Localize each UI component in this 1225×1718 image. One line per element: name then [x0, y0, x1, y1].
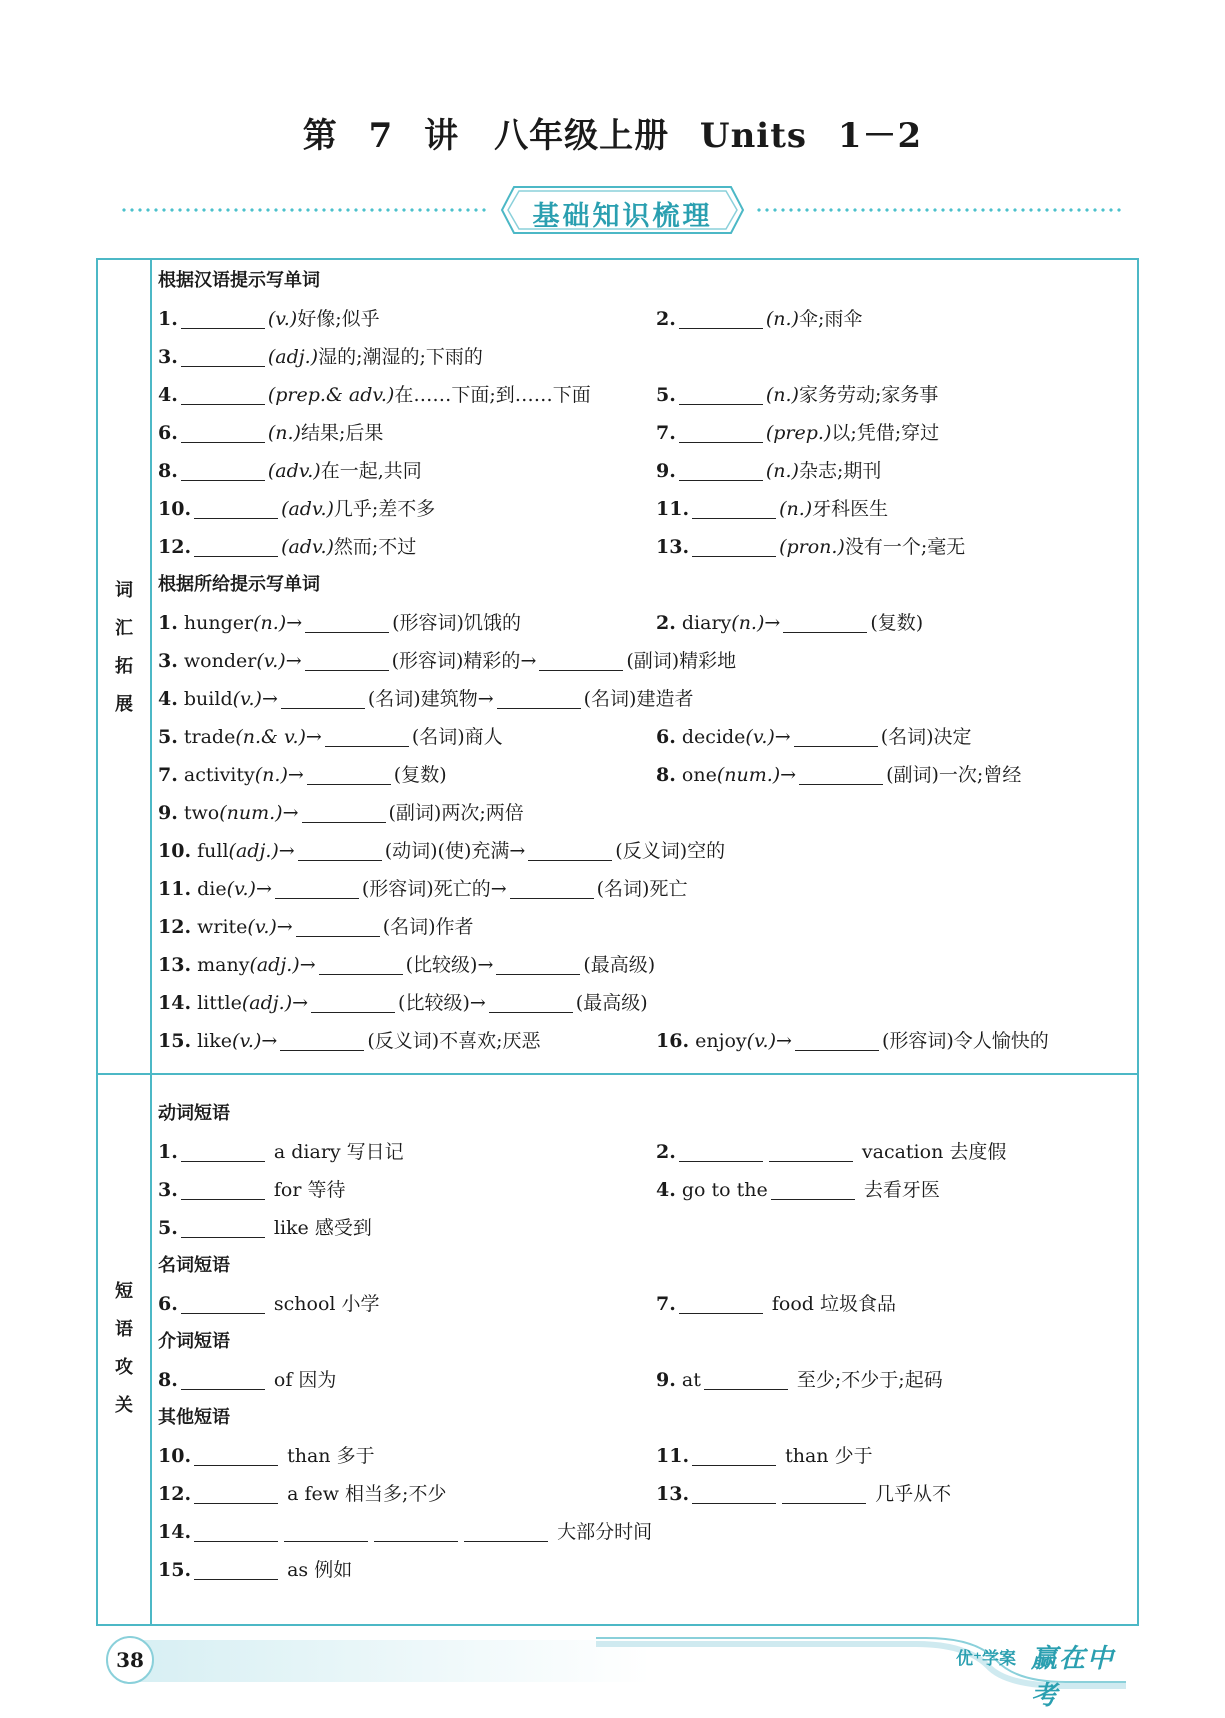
item-number: 1. — [158, 308, 178, 330]
hint-b: (最高级) — [583, 954, 656, 976]
item-number: 12. — [158, 916, 192, 938]
hint-b: (名词)死亡 — [596, 878, 688, 900]
arrow-icon: → — [477, 688, 494, 710]
answer-blank[interactable] — [181, 1138, 265, 1162]
answer-blank[interactable] — [181, 305, 265, 329]
column-divider — [150, 260, 152, 1624]
part-of-speech: (n.& v.) — [235, 726, 306, 748]
answer-blank[interactable] — [539, 647, 623, 671]
phrase-item — [158, 1285, 380, 1323]
item-number: 3. — [158, 1179, 178, 1201]
item-number: 2. — [656, 612, 676, 634]
phrase-text: 去看牙医 — [863, 1179, 940, 1201]
derive-item — [158, 908, 474, 946]
arrow-icon: → — [774, 726, 791, 748]
arrow-icon: → — [282, 802, 299, 824]
page-number: 38 — [106, 1636, 154, 1684]
item-number: 8. — [656, 764, 676, 786]
item-number: 12. — [158, 1483, 192, 1505]
answer-blank[interactable] — [280, 1027, 364, 1051]
side-char: 攻 — [115, 1357, 133, 1378]
phrase-text: a diary 写日记 — [273, 1141, 404, 1163]
item-number: 9. — [656, 460, 676, 482]
hint-a: (名词)作者 — [382, 916, 474, 938]
derive-item — [656, 604, 923, 642]
answer-blank[interactable] — [692, 1442, 776, 1466]
item-number: 10. — [158, 498, 192, 520]
answer-blank[interactable] — [181, 1176, 265, 1200]
answer-blank[interactable] — [496, 951, 580, 975]
part-of-speech: (adj.) — [249, 954, 300, 976]
vocab-item — [158, 414, 383, 452]
phrase-text: a few 相当多;不少 — [287, 1483, 447, 1505]
arrow-icon: → — [477, 954, 494, 976]
part-of-speech: (prep.& adv.) — [267, 384, 395, 406]
arrow-icon: → — [764, 612, 781, 634]
derive-item — [158, 984, 648, 1022]
answer-blank[interactable] — [489, 989, 573, 1013]
item-number: 6. — [158, 1293, 178, 1315]
base-word: like — [197, 1030, 233, 1052]
part-of-speech: (v.) — [247, 916, 277, 938]
phrase-text: food 垃圾食品 — [771, 1293, 897, 1315]
derive-item — [158, 832, 725, 870]
phrase-text: like 感受到 — [273, 1217, 372, 1239]
item-number: 12. — [158, 536, 192, 558]
phrase-item — [158, 1171, 345, 1209]
answer-blank[interactable] — [679, 1138, 763, 1162]
hint-a: (反义词)不喜欢;厌恶 — [367, 1030, 541, 1052]
part-of-speech: (n.) — [765, 384, 799, 406]
dotted-rule-right — [755, 208, 1125, 212]
chinese-meaning: 然而;不过 — [333, 536, 417, 558]
heading-verb-phrases: 动词短语 — [158, 1103, 230, 1124]
hint-a: (副词)一次;曾经 — [886, 764, 1022, 786]
vocab-item — [656, 376, 938, 414]
derive-item — [656, 756, 1021, 794]
item-number: 5. — [656, 384, 676, 406]
item-number: 10. — [158, 840, 192, 862]
vocab-item — [656, 414, 939, 452]
phrase-item — [656, 1133, 1006, 1171]
answer-blank[interactable] — [794, 723, 878, 747]
answer-blank[interactable] — [181, 381, 265, 405]
answer-blank[interactable] — [281, 685, 365, 709]
phrase-prefix: go to the — [681, 1179, 768, 1201]
hint-a: (比较级) — [405, 954, 478, 976]
part-of-speech: (prep.) — [765, 422, 832, 444]
answer-blank[interactable] — [194, 533, 278, 557]
phrase-text: 大部分时间 — [557, 1521, 653, 1543]
answer-blank[interactable] — [302, 799, 386, 823]
side-char: 展 — [115, 694, 133, 715]
answer-blank[interactable] — [374, 1518, 458, 1542]
item-number: 8. — [158, 1369, 178, 1391]
phrase-text: than 多于 — [287, 1445, 375, 1467]
item-number: 6. — [656, 726, 676, 748]
phrase-text: for 等待 — [273, 1179, 346, 1201]
phrase-text: vacation 去度假 — [861, 1141, 1007, 1163]
derive-item — [656, 1022, 1049, 1060]
chinese-meaning: 结果;后果 — [300, 422, 384, 444]
answer-blank[interactable] — [497, 685, 581, 709]
answer-blank[interactable] — [464, 1518, 548, 1542]
vocab-item — [158, 452, 422, 490]
item-number: 9. — [656, 1369, 676, 1391]
chinese-meaning: 牙科医生 — [812, 498, 889, 520]
arrow-icon: → — [261, 688, 278, 710]
item-number: 11. — [656, 498, 690, 520]
base-word: enjoy — [695, 1030, 747, 1052]
base-word: die — [197, 878, 227, 900]
hint-a: (名词)商人 — [411, 726, 503, 748]
row-divider — [98, 1073, 1137, 1075]
derive-item — [158, 718, 503, 756]
item-number: 16. — [656, 1030, 690, 1052]
base-word: decide — [681, 726, 746, 748]
hint-a: (副词)两次;两倍 — [388, 802, 524, 824]
part-of-speech: (adv.) — [281, 536, 334, 558]
side-char: 拓 — [115, 656, 133, 677]
part-of-speech: (adj.) — [228, 840, 279, 862]
item-number: 13. — [158, 954, 192, 976]
item-number: 3. — [158, 346, 178, 368]
phrase-item — [656, 1285, 896, 1323]
derive-item — [158, 756, 447, 794]
side-char: 词 — [115, 580, 133, 601]
chinese-meaning: 好像;似乎 — [297, 308, 380, 330]
answer-blank[interactable] — [284, 1518, 368, 1542]
answer-blank[interactable] — [181, 1366, 265, 1390]
derive-item — [656, 718, 972, 756]
vocab-item — [158, 338, 483, 376]
arrow-icon: → — [509, 840, 526, 862]
phrase-text: as 例如 — [287, 1559, 353, 1581]
chinese-meaning: 几乎;差不多 — [333, 498, 436, 520]
derive-item — [158, 642, 736, 680]
arrow-icon: → — [469, 992, 486, 1014]
answer-blank[interactable] — [692, 1480, 776, 1504]
part-of-speech: (v.) — [746, 1030, 777, 1052]
hint-b: (副词)精彩地 — [626, 650, 737, 672]
base-word: one — [681, 764, 717, 786]
answer-blank[interactable] — [795, 1027, 879, 1051]
derive-item — [158, 870, 687, 908]
base-word: write — [197, 916, 248, 938]
phrase-item — [656, 1171, 940, 1209]
answer-blank[interactable] — [194, 1518, 278, 1542]
phrase-text: 至少;不少于;起码 — [796, 1369, 943, 1391]
hint-a: (形容词)死亡的 — [361, 878, 491, 900]
item-number: 11. — [158, 878, 192, 900]
heading-chinese-hints: 根据汉语提示写单词 — [158, 270, 320, 291]
answer-blank[interactable] — [679, 381, 763, 405]
hint-b: (反义词)空的 — [615, 840, 726, 862]
hint-a: (比较级) — [398, 992, 470, 1014]
chinese-meaning: 杂志;期刊 — [798, 460, 882, 482]
answer-blank[interactable] — [194, 1556, 278, 1580]
item-number: 15. — [158, 1030, 192, 1052]
chinese-meaning: 湿的;潮湿的;下雨的 — [318, 346, 483, 368]
item-number: 2. — [656, 1141, 676, 1163]
item-number: 4. — [158, 384, 178, 406]
part-of-speech: (n.) — [779, 498, 813, 520]
answer-blank[interactable] — [782, 1480, 866, 1504]
phrase-item — [158, 1437, 375, 1475]
item-number: 14. — [158, 1521, 192, 1543]
base-word: build — [183, 688, 233, 710]
item-number: 3. — [158, 650, 178, 672]
arrow-icon: → — [780, 764, 797, 786]
derive-item — [158, 946, 655, 984]
base-word: many — [197, 954, 250, 976]
answer-blank[interactable] — [692, 495, 776, 519]
part-of-speech: (v.) — [256, 650, 286, 672]
brand-logo: 优⁺学案 — [956, 1649, 1016, 1669]
part-of-speech: (adj.) — [241, 992, 293, 1014]
item-number: 7. — [656, 1293, 676, 1315]
answer-blank[interactable] — [679, 305, 763, 329]
side-char: 关 — [115, 1395, 133, 1416]
answer-blank[interactable] — [769, 1138, 853, 1162]
chinese-meaning: 以;凭借;穿过 — [831, 422, 940, 444]
base-word: diary — [681, 612, 732, 634]
arrow-icon: → — [276, 916, 293, 938]
page-title: 第 7 讲 八年级上册 Units 1－2 — [302, 116, 923, 156]
base-word: little — [197, 992, 242, 1014]
answer-blank[interactable] — [307, 761, 391, 785]
brand-slogan: 赢在中考 — [1031, 1644, 1116, 1711]
phrase-item — [158, 1361, 336, 1399]
part-of-speech: (n.) — [253, 612, 287, 634]
item-number: 7. — [656, 422, 676, 444]
item-number: 8. — [158, 460, 178, 482]
answer-blank[interactable] — [325, 723, 409, 747]
item-number: 9. — [158, 802, 178, 824]
arrow-icon: → — [292, 992, 309, 1014]
part-of-speech: (v.) — [232, 1030, 262, 1052]
base-word: activity — [183, 764, 255, 786]
hint-a: (动词)(使)充满 — [384, 840, 510, 862]
chinese-meaning: 家务劳动;家务事 — [798, 384, 939, 406]
hint-a: (复数) — [870, 612, 924, 634]
answer-blank[interactable] — [704, 1366, 788, 1390]
side-char: 短 — [115, 1281, 133, 1302]
dotted-rule-left — [120, 208, 490, 212]
base-word: trade — [183, 726, 236, 748]
part-of-speech: (v.) — [745, 726, 775, 748]
answer-blank[interactable] — [181, 1290, 265, 1314]
part-of-speech: (adv.) — [281, 498, 334, 520]
side-label-phrases — [98, 1273, 150, 1425]
part-of-speech: (v.) — [267, 308, 298, 330]
arrow-icon: → — [305, 726, 322, 748]
item-number: 14. — [158, 992, 192, 1014]
hint-a: (复数) — [393, 764, 447, 786]
side-char: 汇 — [115, 618, 133, 639]
vocab-item — [158, 490, 435, 528]
item-number: 5. — [158, 726, 178, 748]
part-of-speech: (adv.) — [267, 460, 321, 482]
arrow-icon: → — [286, 612, 303, 634]
item-number: 4. — [656, 1179, 676, 1201]
item-number: 2. — [656, 308, 676, 330]
vocab-item — [656, 490, 888, 528]
answer-blank[interactable] — [194, 1442, 278, 1466]
derive-item — [158, 604, 521, 642]
hint-a: (名词)决定 — [880, 726, 972, 748]
answer-blank[interactable] — [181, 1214, 265, 1238]
answer-blank[interactable] — [311, 989, 395, 1013]
phrase-item — [158, 1551, 352, 1589]
base-word: hunger — [183, 612, 254, 634]
chinese-meaning: 伞;雨伞 — [798, 308, 863, 330]
answer-blank[interactable] — [181, 419, 265, 443]
vocab-item — [158, 528, 416, 566]
phrase-text: of 因为 — [273, 1369, 337, 1391]
phrase-item — [158, 1475, 446, 1513]
hint-a: (形容词)精彩的 — [391, 650, 521, 672]
arrow-icon: → — [255, 878, 272, 900]
phrase-text: than 少于 — [785, 1445, 873, 1467]
answer-blank[interactable] — [679, 419, 763, 443]
heading-prep-phrases: 介词短语 — [158, 1331, 230, 1352]
phrase-text: school 小学 — [273, 1293, 380, 1315]
base-word: wonder — [183, 650, 257, 672]
heading-other-phrases: 其他短语 — [158, 1407, 230, 1428]
chinese-meaning: 在一起,共同 — [320, 460, 422, 482]
answer-blank[interactable] — [298, 837, 382, 861]
side-label-vocabulary — [98, 572, 150, 724]
part-of-speech: (n.) — [765, 308, 799, 330]
chinese-meaning: 没有一个;毫无 — [844, 536, 966, 558]
answer-blank[interactable] — [679, 1290, 763, 1314]
arrow-icon: → — [490, 878, 507, 900]
part-of-speech: (num.) — [716, 764, 781, 786]
hint-a: (形容词)令人愉快的 — [881, 1030, 1049, 1052]
heading-noun-phrases: 名词短语 — [158, 1255, 230, 1276]
answer-blank[interactable] — [783, 609, 867, 633]
answer-blank[interactable] — [194, 495, 278, 519]
item-number: 5. — [158, 1217, 178, 1239]
phrase-item — [158, 1513, 652, 1551]
phrase-prefix: at — [681, 1369, 701, 1391]
answer-blank[interactable] — [771, 1176, 855, 1200]
part-of-speech: (n.) — [254, 764, 288, 786]
answer-blank[interactable] — [296, 913, 380, 937]
part-of-speech: (v.) — [226, 878, 256, 900]
item-number: 1. — [158, 1141, 178, 1163]
section-banner-text: 基础知识梳理 — [532, 201, 713, 232]
part-of-speech: (v.) — [232, 688, 262, 710]
answer-blank[interactable] — [679, 457, 763, 481]
answer-blank[interactable] — [799, 761, 883, 785]
derive-item — [158, 1022, 541, 1060]
banner-frame — [500, 185, 745, 235]
item-number: 1. — [158, 612, 178, 634]
answer-blank[interactable] — [305, 647, 389, 671]
item-number: 11. — [656, 1445, 690, 1467]
answer-blank[interactable] — [181, 457, 265, 481]
part-of-speech: (n.) — [731, 612, 765, 634]
footer-gradient-bar — [131, 1640, 651, 1682]
part-of-speech: (num.) — [219, 802, 283, 824]
arrow-icon: → — [285, 650, 302, 672]
derive-item — [158, 680, 693, 718]
hint-b: (名词)建造者 — [583, 688, 694, 710]
heading-given-hints: 根据所给提示写单词 — [158, 574, 320, 595]
phrase-item — [656, 1437, 873, 1475]
part-of-speech: (n.) — [765, 460, 799, 482]
phrase-item — [656, 1475, 951, 1513]
arrow-icon: → — [520, 650, 537, 672]
arrow-icon: → — [287, 764, 304, 786]
phrase-item — [158, 1209, 372, 1247]
page-footer — [96, 1630, 1139, 1711]
item-number: 6. — [158, 422, 178, 444]
answer-blank[interactable] — [528, 837, 612, 861]
item-number: 15. — [158, 1559, 192, 1581]
arrow-icon: → — [776, 1030, 792, 1052]
answer-blank[interactable] — [692, 533, 776, 557]
item-number: 13. — [656, 1483, 690, 1505]
hint-a: (形容词)饥饿的 — [392, 612, 521, 634]
vocab-item — [656, 452, 881, 490]
phrase-item — [158, 1133, 404, 1171]
section-banner — [120, 183, 1125, 237]
arrow-icon: → — [278, 840, 295, 862]
phrase-text: 几乎从不 — [875, 1483, 952, 1505]
base-word: full — [197, 840, 229, 862]
item-number: 4. — [158, 688, 178, 710]
arrow-icon: → — [261, 1030, 278, 1052]
hint-b: (最高级) — [575, 992, 648, 1014]
base-word: two — [183, 802, 220, 824]
answer-blank[interactable] — [181, 343, 265, 367]
arrow-icon: → — [299, 954, 316, 976]
part-of-speech: (adj.) — [267, 346, 319, 368]
vocab-item — [656, 300, 862, 338]
part-of-speech: (n.) — [267, 422, 301, 444]
answer-blank[interactable] — [275, 875, 359, 899]
answer-blank[interactable] — [510, 875, 594, 899]
side-char: 语 — [115, 1319, 133, 1340]
vocab-item — [158, 376, 591, 414]
derive-item — [158, 794, 524, 832]
item-number: 7. — [158, 764, 178, 786]
item-number: 10. — [158, 1445, 192, 1467]
item-number: 13. — [656, 536, 690, 558]
vocab-item — [158, 300, 380, 338]
answer-blank[interactable] — [319, 951, 403, 975]
hint-a: (名词)建筑物 — [367, 688, 478, 710]
part-of-speech: (pron.) — [779, 536, 845, 558]
answer-blank[interactable] — [194, 1480, 278, 1504]
phrase-item — [656, 1361, 943, 1399]
chinese-meaning: 在……下面;到……下面 — [394, 384, 591, 406]
answer-blank[interactable] — [305, 609, 389, 633]
vocab-item — [656, 528, 965, 566]
